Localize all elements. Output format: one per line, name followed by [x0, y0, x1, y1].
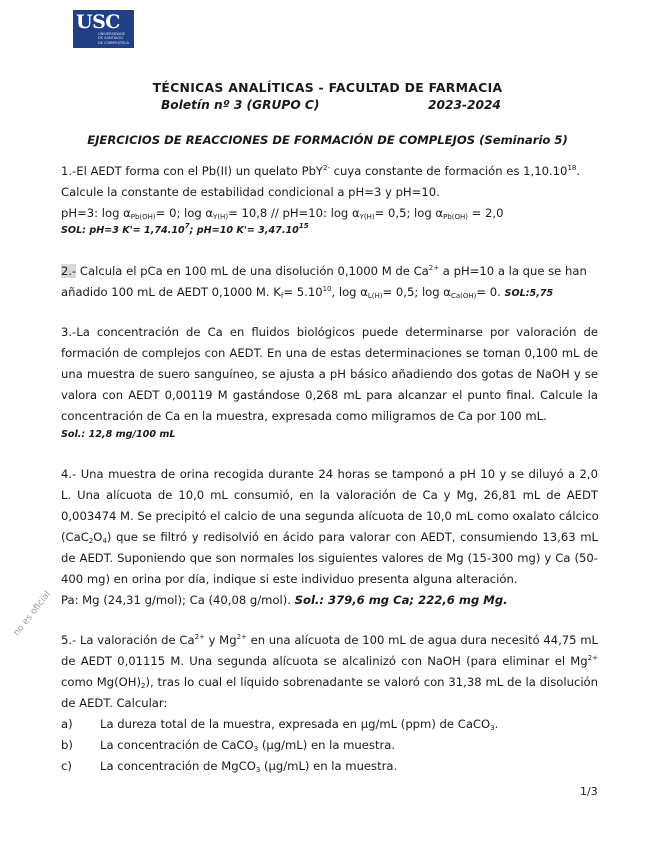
page-number: 1/3	[580, 785, 598, 798]
exercise-4-line-2: L. Una alícuota de 10,0 mL consumió, en la valoración de Ca y Mg, 26,81 mL de AEDT	[61, 488, 598, 502]
exercise-1-line-2: Calcule la constante de estabilidad condicional a pH=3 y pH=10.	[61, 185, 440, 199]
exercise-2-line-2: añadido 100 mL de AEDT 0,1000 M. $K_f= 5.10^{10}$, $\log \alpha_{L(H)}= 0,5$; $\log \alpha_{Ca(OH)}= 0$. SOL:5,75	[61, 285, 554, 300]
exercise-3-line-1: 3.-La concentración de Ca en fluidos biológicos puede determinarse por valoración de	[61, 325, 598, 339]
list-item: a) La dureza total de la muestra, expresada en µg/mL (ppm) de CaCO$_3$.	[61, 717, 499, 732]
exercise-4-line-7: Pa: Mg (24,31 g/mol); Ca (40,08 g/mol). Sol.: 379,6 mg Ca; 222,6 mg Mg.	[61, 593, 508, 607]
exercise-4-line-1: 4.- Una muestra de orina recogida durante 24 horas se tamponó a pH 10 y se diluyó a 2,0	[61, 467, 598, 481]
exercise-3-line-3: una muestra de suero sanguíneo, se ajusta a pH básico añadiendo dos gotas de NaOH y se	[61, 367, 598, 381]
exercise-4-line-4: $(CaC_2O_4)$ que se filtró y redisolvió en ácido para valorar con AEDT, consumiendo 13,63 mL	[61, 530, 598, 545]
exercise-1-solution: SOL: pH=3 $K'= 1,74.10^7$; pH=10 $K'= 3,47.10^{15}$	[61, 222, 309, 236]
exercise-1-line-3: pH=3: $\log \alpha_{Pb(OH)}= 0$; $\log \alpha_{Y(H)}= 10,8 // pH=10$: $\log \alpha_{Y(H)}= 0,5$; $\log \alpha_{Pb(OH)} = 2,0$	[61, 206, 504, 221]
logo-text: USC	[76, 11, 120, 33]
exercise-3-line-2: formación de complejos con AEDT. En una de estas determinaciones se toman 0,100 mL de	[61, 346, 598, 360]
exercise-5-line-1: 5.- La valoración de $Ca^{2+}$ y $Mg^{2+}$ en una alícuota de 100 mL de agua dura necesitó 44,75 mL	[61, 633, 598, 647]
exercise-3-line-4: valora con AEDT 0,00119 M gastándose 0,268 mL para alcanzar el punto final. Calcule la	[61, 388, 598, 402]
academic-year: 2023-2024	[428, 98, 501, 112]
exercise-5-line-4: de AEDT. Calcular:	[61, 696, 168, 710]
list-item: c) La concentración de MgCO$_3$ (µg/mL) en la muestra.	[61, 759, 398, 774]
exercise-4-line-3: 0,003474 M. Se precipitó el calcio de una segunda alícuota de 10,0 mL como oxalato cálcico	[61, 509, 599, 523]
exercise-5-line-3: como $Mg(OH)_2$), tras lo cual el líquido sobrenadante se valoró con 31,38 mL de la disolución	[61, 675, 599, 690]
exercise-2-line-1: 2.- Calcula el pCa en 100 mL de una disolución 0,1000 M de $Ca^{2+}$ a pH=10 a la que se han	[61, 264, 587, 278]
logo-subtext: UNIVERSIDADE DE SANTIAGO DE COMPOSTELA	[98, 32, 129, 45]
exercise-5-line-2: de AEDT 0,01115 M. Una segunda alícuota se alcalinizó con NaOH (para eliminar el $Mg^{2+}$	[61, 654, 598, 668]
usc-logo	[73, 10, 134, 48]
section-heading: EJERCICIOS DE REACCIONES DE FORMACIÓN DE COMPLEJOS (Seminario 5)	[87, 133, 568, 147]
watermark-stamp: no es oficial	[12, 589, 54, 639]
exercise-3-solution: Sol.: 12,8 mg/100 mL	[61, 429, 176, 440]
list-item: b) La concentración de CaCO$_3$ (µg/mL) en la muestra.	[61, 738, 396, 753]
exercise-4-line-5: de AEDT. Suponiendo que son normales los siguientes valores de Mg (15-300 mg) y Ca (50-	[61, 551, 598, 565]
exercise-1-line-1: 1.-El AEDT forma con el Pb(II) un quelato PbY$^{2-}$ cuya constante de formación es 1,10.10$^{18}$.	[61, 164, 581, 178]
bulletin-label: Boletín nº 3 (GRUPO C)	[161, 98, 320, 112]
exercise-3-line-5: concentración de Ca en la muestra, expresada como miligramos de Ca por 100 mL.	[61, 409, 547, 423]
exercise-4-line-6: 400 mg) en orina por día, indique si este individuo presenta alguna alteración.	[61, 572, 518, 586]
document-title: TÉCNICAS ANALÍTICAS - FACULTAD DE FARMACIA	[152, 80, 503, 95]
